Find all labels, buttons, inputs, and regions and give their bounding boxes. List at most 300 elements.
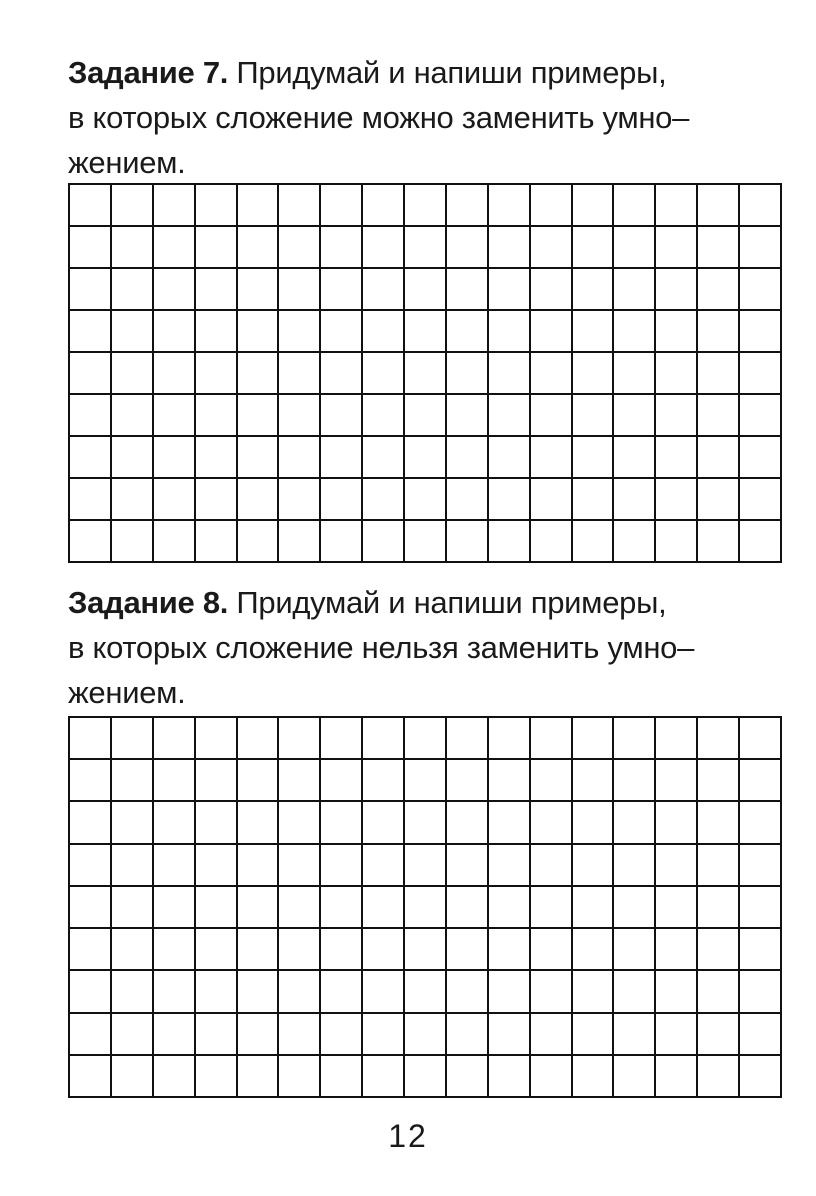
grid-cell[interactable] [489,353,531,395]
grid-cell[interactable] [70,887,112,929]
grid-cell[interactable] [740,311,782,353]
grid-cell[interactable] [112,760,154,802]
grid-cell[interactable] [531,718,573,760]
grid-cell[interactable] [447,227,489,269]
grid-cell[interactable] [196,1014,238,1056]
grid-cell[interactable] [531,479,573,521]
grid-cell[interactable] [698,353,740,395]
grid-cell[interactable] [489,760,531,802]
grid-cell[interactable] [531,395,573,437]
grid-cell[interactable] [531,269,573,311]
grid-cell[interactable] [573,845,615,887]
grid-cell[interactable] [447,185,489,227]
grid-cell[interactable] [489,185,531,227]
grid-cell[interactable] [573,269,615,311]
grid-cell[interactable] [112,887,154,929]
grid-cell[interactable] [70,1014,112,1056]
grid-cell[interactable] [154,521,196,563]
grid-cell[interactable] [405,227,447,269]
grid-cell[interactable] [573,185,615,227]
grid-cell[interactable] [531,185,573,227]
grid-cell[interactable] [279,718,321,760]
grid-cell[interactable] [238,887,280,929]
grid-cell[interactable] [656,437,698,479]
grid-cell[interactable] [405,929,447,971]
grid-cell[interactable] [154,760,196,802]
grid-cell[interactable] [656,718,698,760]
grid-cell[interactable] [112,718,154,760]
grid-cell[interactable] [196,845,238,887]
grid-cell[interactable] [531,760,573,802]
grid-cell[interactable] [70,353,112,395]
grid-cell[interactable] [238,929,280,971]
grid-cell[interactable] [70,802,112,844]
grid-cell[interactable] [112,269,154,311]
grid-cell[interactable] [196,887,238,929]
grid-cell[interactable] [573,929,615,971]
grid-cell[interactable] [698,845,740,887]
grid-cell[interactable] [531,845,573,887]
grid-cell[interactable] [656,1014,698,1056]
grid-cell[interactable] [321,227,363,269]
grid-cell[interactable] [279,353,321,395]
grid-cell[interactable] [238,760,280,802]
grid-cell[interactable] [238,353,280,395]
grid-cell[interactable] [154,311,196,353]
grid-cell[interactable] [70,269,112,311]
grid-cell[interactable] [238,845,280,887]
grid-cell[interactable] [573,353,615,395]
grid-cell[interactable] [698,269,740,311]
grid-cell[interactable] [405,185,447,227]
grid-cell[interactable] [489,887,531,929]
grid-cell[interactable] [405,311,447,353]
grid-cell[interactable] [196,1056,238,1098]
grid-cell[interactable] [698,887,740,929]
grid-cell[interactable] [405,353,447,395]
grid-cell[interactable] [573,395,615,437]
grid-cell[interactable] [740,395,782,437]
grid-cell[interactable] [196,437,238,479]
grid-cell[interactable] [112,227,154,269]
grid-cell[interactable] [447,1056,489,1098]
grid-cell[interactable] [321,887,363,929]
grid-cell[interactable] [154,845,196,887]
grid-cell[interactable] [405,760,447,802]
grid-cell[interactable] [279,760,321,802]
grid-cell[interactable] [698,929,740,971]
grid-cell[interactable] [405,395,447,437]
grid-cell[interactable] [531,311,573,353]
grid-cell[interactable] [698,971,740,1013]
grid-cell[interactable] [489,845,531,887]
grid-cell[interactable] [196,227,238,269]
grid-cell[interactable] [489,269,531,311]
grid-cell[interactable] [70,437,112,479]
grid-cell[interactable] [614,311,656,353]
grid-cell[interactable] [112,1014,154,1056]
grid-cell[interactable] [698,395,740,437]
grid-cell[interactable] [279,395,321,437]
grid-cell[interactable] [363,718,405,760]
grid-cell[interactable] [740,479,782,521]
grid-cell[interactable] [531,929,573,971]
grid-cell[interactable] [656,269,698,311]
grid-cell[interactable] [363,395,405,437]
grid-cell[interactable] [70,929,112,971]
grid-cell[interactable] [656,227,698,269]
grid-cell[interactable] [238,971,280,1013]
grid-cell[interactable] [614,437,656,479]
grid-cell[interactable] [405,479,447,521]
grid-cell[interactable] [405,845,447,887]
grid-cell[interactable] [656,887,698,929]
grid-cell[interactable] [740,845,782,887]
grid-cell[interactable] [489,227,531,269]
grid-cell[interactable] [489,971,531,1013]
grid-cell[interactable] [321,311,363,353]
grid-cell[interactable] [740,1014,782,1056]
grid-cell[interactable] [447,1014,489,1056]
grid-cell[interactable] [698,437,740,479]
grid-cell[interactable] [363,311,405,353]
grid-cell[interactable] [196,929,238,971]
grid-cell[interactable] [656,1056,698,1098]
grid-cell[interactable] [70,311,112,353]
grid-cell[interactable] [321,760,363,802]
grid-cell[interactable] [154,437,196,479]
grid-cell[interactable] [154,395,196,437]
grid-cell[interactable] [573,227,615,269]
grid-cell[interactable] [531,437,573,479]
grid-cell[interactable] [489,521,531,563]
grid-cell[interactable] [70,1056,112,1098]
grid-cell[interactable] [573,1014,615,1056]
grid-cell[interactable] [154,185,196,227]
grid-cell[interactable] [321,395,363,437]
grid-cell[interactable] [698,185,740,227]
grid-cell[interactable] [112,185,154,227]
grid-cell[interactable] [238,437,280,479]
grid-cell[interactable] [405,437,447,479]
grid-cell[interactable] [112,521,154,563]
task-7-answer-grid[interactable] [68,183,782,563]
grid-cell[interactable] [740,353,782,395]
grid-cell[interactable] [698,1056,740,1098]
grid-cell[interactable] [321,269,363,311]
grid-cell[interactable] [363,887,405,929]
grid-cell[interactable] [489,311,531,353]
grid-cell[interactable] [70,395,112,437]
grid-cell[interactable] [573,479,615,521]
grid-cell[interactable] [614,1014,656,1056]
grid-cell[interactable] [363,353,405,395]
grid-cell[interactable] [112,845,154,887]
grid-cell[interactable] [238,802,280,844]
grid-cell[interactable] [279,1014,321,1056]
grid-cell[interactable] [740,437,782,479]
grid-cell[interactable] [363,802,405,844]
grid-cell[interactable] [447,802,489,844]
grid-cell[interactable] [112,929,154,971]
grid-cell[interactable] [112,802,154,844]
grid-cell[interactable] [279,971,321,1013]
grid-cell[interactable] [70,227,112,269]
grid-cell[interactable] [698,227,740,269]
grid-cell[interactable] [740,802,782,844]
grid-cell[interactable] [740,185,782,227]
grid-cell[interactable] [363,227,405,269]
grid-cell[interactable] [489,802,531,844]
grid-cell[interactable] [740,887,782,929]
grid-cell[interactable] [656,845,698,887]
grid-cell[interactable] [238,479,280,521]
grid-cell[interactable] [70,185,112,227]
grid-cell[interactable] [656,353,698,395]
grid-cell[interactable] [279,311,321,353]
grid-cell[interactable] [614,227,656,269]
grid-cell[interactable] [614,887,656,929]
grid-cell[interactable] [698,760,740,802]
grid-cell[interactable] [321,353,363,395]
grid-cell[interactable] [238,521,280,563]
grid-cell[interactable] [614,971,656,1013]
grid-cell[interactable] [363,479,405,521]
grid-cell[interactable] [279,1056,321,1098]
grid-cell[interactable] [573,760,615,802]
grid-cell[interactable] [112,311,154,353]
grid-cell[interactable] [531,521,573,563]
grid-cell[interactable] [154,971,196,1013]
grid-cell[interactable] [531,1056,573,1098]
grid-cell[interactable] [656,521,698,563]
grid-cell[interactable] [238,227,280,269]
grid-cell[interactable] [196,802,238,844]
grid-cell[interactable] [238,718,280,760]
grid-cell[interactable] [531,353,573,395]
grid-cell[interactable] [279,929,321,971]
grid-cell[interactable] [154,353,196,395]
grid-cell[interactable] [698,1014,740,1056]
grid-cell[interactable] [614,1056,656,1098]
grid-cell[interactable] [489,479,531,521]
grid-cell[interactable] [405,887,447,929]
grid-cell[interactable] [279,479,321,521]
task-8-answer-grid[interactable] [68,716,782,1098]
grid-cell[interactable] [238,1056,280,1098]
grid-cell[interactable] [321,845,363,887]
grid-cell[interactable] [405,1056,447,1098]
grid-cell[interactable] [70,718,112,760]
grid-cell[interactable] [321,521,363,563]
grid-cell[interactable] [447,845,489,887]
grid-cell[interactable] [405,521,447,563]
grid-cell[interactable] [154,1056,196,1098]
grid-cell[interactable] [447,269,489,311]
grid-cell[interactable] [363,845,405,887]
grid-cell[interactable] [614,718,656,760]
grid-cell[interactable] [238,269,280,311]
grid-cell[interactable] [489,437,531,479]
grid-cell[interactable] [363,929,405,971]
grid-cell[interactable] [321,479,363,521]
grid-cell[interactable] [740,269,782,311]
grid-cell[interactable] [196,353,238,395]
grid-cell[interactable] [154,802,196,844]
grid-cell[interactable] [614,929,656,971]
grid-cell[interactable] [112,353,154,395]
grid-cell[interactable] [573,887,615,929]
grid-cell[interactable] [196,185,238,227]
grid-cell[interactable] [112,1056,154,1098]
grid-cell[interactable] [154,269,196,311]
grid-cell[interactable] [238,1014,280,1056]
grid-cell[interactable] [489,1056,531,1098]
grid-cell[interactable] [614,802,656,844]
grid-cell[interactable] [405,718,447,760]
grid-cell[interactable] [447,929,489,971]
grid-cell[interactable] [614,760,656,802]
grid-cell[interactable] [363,185,405,227]
grid-cell[interactable] [698,718,740,760]
grid-cell[interactable] [70,521,112,563]
grid-cell[interactable] [279,845,321,887]
grid-cell[interactable] [70,760,112,802]
grid-cell[interactable] [405,269,447,311]
grid-cell[interactable] [154,479,196,521]
grid-cell[interactable] [279,887,321,929]
grid-cell[interactable] [447,971,489,1013]
grid-cell[interactable] [321,971,363,1013]
grid-cell[interactable] [447,479,489,521]
grid-cell[interactable] [531,887,573,929]
grid-cell[interactable] [279,437,321,479]
grid-cell[interactable] [573,802,615,844]
grid-cell[interactable] [531,802,573,844]
grid-cell[interactable] [70,479,112,521]
grid-cell[interactable] [321,1014,363,1056]
grid-cell[interactable] [405,802,447,844]
grid-cell[interactable] [405,1014,447,1056]
grid-cell[interactable] [740,929,782,971]
grid-cell[interactable] [70,845,112,887]
grid-cell[interactable] [656,929,698,971]
grid-cell[interactable] [698,521,740,563]
grid-cell[interactable] [279,269,321,311]
grid-cell[interactable] [740,521,782,563]
grid-cell[interactable] [614,269,656,311]
grid-cell[interactable] [363,1014,405,1056]
grid-cell[interactable] [196,269,238,311]
grid-cell[interactable] [656,479,698,521]
grid-cell[interactable] [740,1056,782,1098]
grid-cell[interactable] [531,971,573,1013]
grid-cell[interactable] [447,395,489,437]
grid-cell[interactable] [740,971,782,1013]
grid-cell[interactable] [740,718,782,760]
grid-cell[interactable] [196,395,238,437]
grid-cell[interactable] [573,521,615,563]
grid-cell[interactable] [614,395,656,437]
grid-cell[interactable] [112,395,154,437]
grid-cell[interactable] [238,395,280,437]
grid-cell[interactable] [154,929,196,971]
grid-cell[interactable] [196,760,238,802]
grid-cell[interactable] [740,760,782,802]
grid-cell[interactable] [363,521,405,563]
grid-cell[interactable] [573,718,615,760]
grid-cell[interactable] [614,521,656,563]
grid-cell[interactable] [196,521,238,563]
grid-cell[interactable] [489,1014,531,1056]
grid-cell[interactable] [363,437,405,479]
grid-cell[interactable] [363,971,405,1013]
grid-cell[interactable] [614,845,656,887]
grid-cell[interactable] [321,718,363,760]
grid-cell[interactable] [698,802,740,844]
grid-cell[interactable] [447,311,489,353]
grid-cell[interactable] [656,395,698,437]
grid-cell[interactable] [573,971,615,1013]
grid-cell[interactable] [321,1056,363,1098]
grid-cell[interactable] [614,353,656,395]
grid-cell[interactable] [447,521,489,563]
grid-cell[interactable] [447,887,489,929]
grid-cell[interactable] [363,1056,405,1098]
grid-cell[interactable] [321,802,363,844]
grid-cell[interactable] [112,437,154,479]
grid-cell[interactable] [279,521,321,563]
grid-cell[interactable] [154,227,196,269]
grid-cell[interactable] [321,437,363,479]
grid-cell[interactable] [698,479,740,521]
grid-cell[interactable] [656,971,698,1013]
grid-cell[interactable] [614,185,656,227]
grid-cell[interactable] [70,971,112,1013]
grid-cell[interactable] [573,1056,615,1098]
grid-cell[interactable] [238,311,280,353]
grid-cell[interactable] [196,718,238,760]
grid-cell[interactable] [279,802,321,844]
grid-cell[interactable] [573,437,615,479]
grid-cell[interactable] [489,395,531,437]
grid-cell[interactable] [656,311,698,353]
grid-cell[interactable] [112,971,154,1013]
grid-cell[interactable] [531,227,573,269]
grid-cell[interactable] [279,185,321,227]
grid-cell[interactable] [447,353,489,395]
grid-cell[interactable] [196,971,238,1013]
grid-cell[interactable] [196,311,238,353]
grid-cell[interactable] [531,1014,573,1056]
grid-cell[interactable] [656,185,698,227]
grid-cell[interactable] [740,227,782,269]
grid-cell[interactable] [447,760,489,802]
grid-cell[interactable] [489,929,531,971]
grid-cell[interactable] [196,479,238,521]
grid-cell[interactable] [656,760,698,802]
grid-cell[interactable] [279,227,321,269]
grid-cell[interactable] [154,1014,196,1056]
grid-cell[interactable] [363,269,405,311]
grid-cell[interactable] [698,311,740,353]
grid-cell[interactable] [363,760,405,802]
grid-cell[interactable] [321,929,363,971]
grid-cell[interactable] [614,479,656,521]
grid-cell[interactable] [447,718,489,760]
grid-cell[interactable] [573,311,615,353]
grid-cell[interactable] [238,185,280,227]
